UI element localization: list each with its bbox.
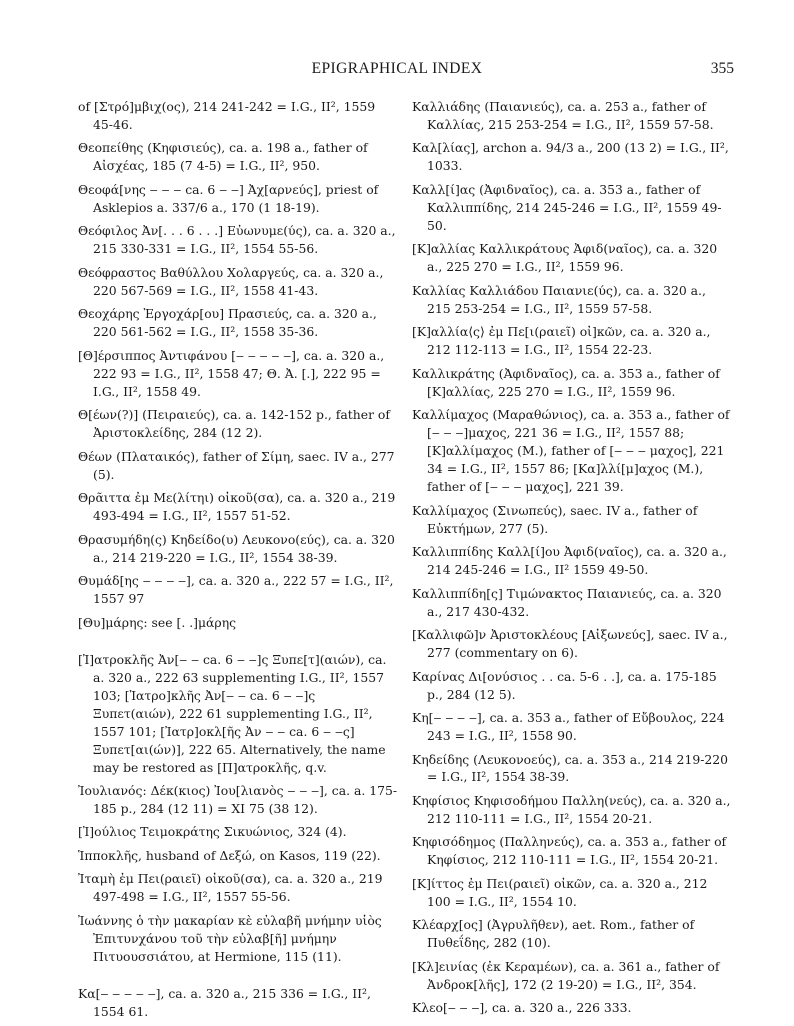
- index-entry: Καλλιππίδης Καλλ[ί]ου Ἀφιδ(ναῖος), ca. a. 320 a., 214 245-246 = I.G., II² 1559 49-50.: [412, 544, 727, 578]
- index-entry: Καλ[λίας], archon a. 94/3 a., 200 (13 2) = I.G., II², 1033.: [412, 140, 729, 174]
- index-entry: Θεοπείθης (Κηφισιεύς), ca. a. 198 a., father of Αἰσχέας, 185 (7 4-5) = I.G., II², 950.: [78, 140, 368, 174]
- index-entry: Ἰωάννης ὁ τὴν μακαρίαν κὲ εὐλαβῆ μνήμην υἱὸς Ἐπιτυνχάνου τοῦ τὴν εὐλαβ[ῆ] μνήμην Πιτυουσσιάτου, at Hermione, 115 (11).: [78, 912, 382, 964]
- index-entry: Κα[‒ ‒ ‒ ‒ ‒], ca. a. 320 a., 215 336 = I.G., II², 1554 61.: [78, 985, 371, 1019]
- index-entry: Κηφισόδημος (Παλληνεύς), ca. a. 353 a., father of Κηφίσιος, 212 110-111 = I.G., II², 1554 20-21.: [412, 834, 727, 868]
- index-entry: [Ἰ]ατροκλῆς Ἀν[‒ ‒ ca. 6 ‒ ‒]ς Ξυπε[τ](αιών), ca. a. 320 a., 222 63 supplementing I.G., II², 1557 103; [Ἰατρο]κλῆς Ἀν[‒ ‒ ca. 6 ‒ ‒]ς Ξυπετ(αιών), 222 61 supplementing I.G., II², 1557 101; [Ἰατρ]οκλ[ῆς Ἀν ‒ ‒ ca. 6 ‒ ‒ς] Ξυπετ[αι(ών)], 222 65. Alternatively, the name may be restored as [Π]ατροκλῆς, q.v.: [78, 651, 387, 775]
- index-entry: [Καλλιφῶ]ν Ἀριστοκλέους [Αἰξωνεύς], saec. IV a., 277 (commentary on 6).: [412, 627, 728, 661]
- index-entry: Ἰταμὴ ἐμ Πει(ραιεῖ) οἰκοῦ(σα), ca. a. 320 a., 219 497-498 = I.G., II², 1557 55-56.: [78, 871, 383, 905]
- index-entry: [Θ]έρσιππος Ἀντιφάνου [‒ ‒ ‒ ‒ ‒], ca. a. 320 a., 222 93 = I.G., II², 1558 47; Θ. Ἀ. [.], 222 95 = I.G., II², 1558 49.: [78, 347, 385, 399]
- index-entry: Θεοφά[νης ‒ ‒ ‒ ca. 6 ‒ ‒] Ἀχ[αρνεύς], priest of Asklepios a. 337/6 a., 170 (1 18-19).: [78, 181, 379, 215]
- index-entry: Θρασυμήδη(ς) Κηδείδο(υ) Λευκονο(εύς), ca. a. 320 a., 214 219-220 = I.G., II², 1554 38-39.: [78, 531, 395, 565]
- index-entry: Θεόφιλος Ἀν[. . . 6 . . .] Εὐωνυμε(ύς), ca. a. 320 a., 215 330-331 = I.G., II², 1554 55-56.: [78, 223, 396, 257]
- index-entry: Κηδείδης (Λευκονοεύς), ca. a. 353 a., 214 219-220 = I.G., II², 1554 38-39.: [412, 751, 729, 785]
- index-entry: [Κ]αλλία⟨ς⟩ ἐμ Πε[ι(ραιεῖ) οἰ]κῶν, ca. a. 320 a., 212 112-113 = I.G., II², 1554 22-23.: [412, 324, 711, 358]
- index-entry: [Κ]αλλίας Καλλικράτους Ἀφιδ(ναῖος), ca. a. 320 a., 225 270 = I.G., II², 1559 96.: [412, 241, 718, 275]
- page-number: 355: [710, 60, 734, 77]
- index-entry: Καλλιππίδη[ς] Τιμώνακτος Παιανιεύς, ca. a. 320 a., 217 430-432.: [412, 585, 722, 619]
- index-entry: Θέων (Πλαταικός), father of Σίμη, saec. IV a., 277 (5).: [78, 448, 395, 482]
- index-entry: of [Στρό]μβιχ(ος), 214 241-242 = I.G., II², 1559 45-46.: [78, 99, 376, 132]
- index-entry: Θυμάδ[ης ‒ ‒ ‒ ‒], ca. a. 320 a., 222 57 = I.G., II², 1557 97: [78, 573, 394, 607]
- index-entry: [Κλ]εινίας (ἐκ Κεραμέων), ca. a. 361 a., father of Ἀνδροκ[λῆς], 172 (2 19-20) = I.G., II², 354.: [412, 958, 720, 992]
- index-entry: [Ἰ]ούλιος Τειμοκράτης Σικυώνιος, 324 (4).: [78, 824, 347, 840]
- index-entry: Ἱπποκλῆς, husband of Δεξώ, on Kasos, 119 (22).: [78, 847, 381, 863]
- index-entry: [Θυ]μάρης: see [. .]μάρης: [78, 614, 237, 630]
- index-entry: Κλεο[‒ ‒ ‒], ca. a. 320 a., 226 333.: [412, 1000, 632, 1016]
- index-entry: Καλλικράτης (Ἀφιδναῖος), ca. a. 353 a., father of [Κ]αλλίας, 225 270 = I.G., II², 1559 96.: [412, 365, 720, 399]
- page-header: [0, 60, 794, 84]
- index-entry: [Κ]ίττος ἐμ Πει(ραιεῖ) οἰκῶν, ca. a. 320 a., 212 100 = I.G., II², 1554 10.: [412, 875, 708, 909]
- index-entry: Κλέαρχ[ος] (Ἀγρυλῆθεν), aet. Rom., father of Πυθεΐδης, 282 (10).: [412, 917, 695, 951]
- index-entry: Ἰουλιανός: Δέκ(κιος) Ἰου[λιανὸς ‒ ‒ ‒], ca. a. 175-185 p., 284 (12 11) = XI 75 (38 12).: [78, 782, 398, 816]
- index-entry: Καλλίας Καλλιάδου Παιανιε(ύς), ca. a. 320 a., 215 253-254 = I.G., II², 1559 57-58.: [412, 282, 706, 316]
- index-entry: Θ[έων(?)] (Πειραιεύς), ca. a. 142-152 p., father of Ἀριστοκλείδης, 284 (12 2).: [78, 407, 390, 441]
- index-entry: Θρᾶιττα ἐμ Με(λίτηι) οἰκοῦ(σα), ca. a. 320 a., 219 493-494 = I.G., II², 1557 51-52.: [78, 490, 396, 524]
- index-column-right: [412, 98, 732, 1023]
- index-entry: Καλλιάδης (Παιανιεύς), ca. a. 253 a., father of Καλλίας, 215 253-254 = I.G., II², 1559 57-58.: [412, 99, 714, 132]
- index-entry: Καλλίμαχος (Σινωπεύς), saec. IV a., father of Εὐκτήμων, 277 (5).: [412, 502, 698, 536]
- index-entry: Θεόφραστος Βαθύλλου Χολαργεύς, ca. a. 320 a., 220 567-569 = I.G., II², 1558 41-43.: [78, 264, 384, 298]
- index-entry: Κηφίσιος Κηφισοδήμου Παλλη(νεύς), ca. a. 320 a., 212 110-111 = I.G., II², 1554 20-21.: [412, 792, 731, 826]
- index-entry: Κη[‒ ‒ ‒ ‒], ca. a. 353 a., father of Εὔβουλος, 224 243 = I.G., II², 1558 90.: [412, 710, 725, 744]
- index-column-left: [78, 98, 398, 1026]
- index-entry: Καρίνας Δι[ονύσιος . . ca. 5-6 . .], ca. a. 175-185 p., 284 (12 5).: [412, 668, 717, 702]
- index-entry: Καλλίμαχος (Μαραθώνιος), ca. a. 353 a., father of [‒ ‒ ‒]μαχος, 221 36 = I.G., II², 1557 88; [Κ]αλλίμαχος (Μ.), father of [‒ ‒ ‒ μαχος], 221 34 = I.G., II², 1557 86; [Κα]λλί[μ]αχος (Μ.), father of [‒ ‒ ‒ μαχος], 221 39.: [412, 407, 730, 495]
- running-head: EPIGRAPHICAL INDEX: [311, 60, 483, 77]
- index-entry: Καλλ[ί]ας (Ἀφιδναῖος), ca. a. 353 a., father of Καλλιππίδης, 214 245-246 = I.G., II², 1559 49-50.: [412, 181, 722, 233]
- index-entry: Θεοχάρης Ἐργοχάρ[ου] Πρασιεύς, ca. a. 320 a., 220 561-562 = I.G., II², 1558 35-36.: [78, 306, 377, 340]
